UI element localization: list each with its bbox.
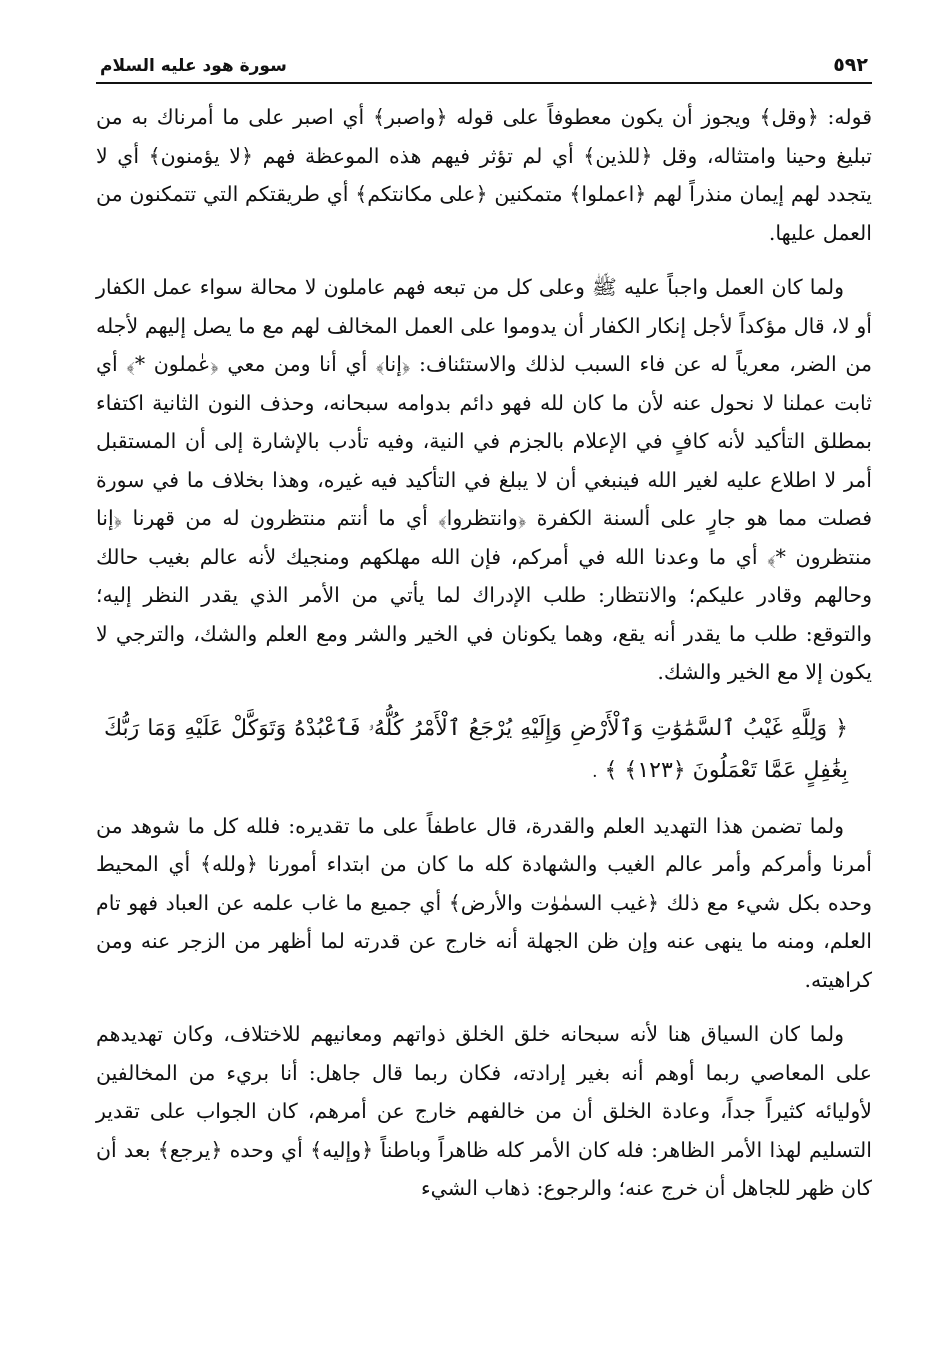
paragraph-2: ولما كان العمل واجباً عليه ﷺ وعلى كل من تبعه فهم عاملون لا محالة سواء عمل الكفار أو لا، قال مؤكداً لأجل إنكار الكفار أن يدوموا على العمل المخالف لهم مع ما يصل إليهم لأجله من الضر، معرياً له عن فاء السبب لذلك والاستئناف: ﴿إنا﴾ أي أنا ومن معي ﴿عٰملون *﴾ أي ثابت عملنا لا نحول عنه لأن ما كان لله فهو دائم بدوامه سبحانه، وحذف النون الثانية اكتفاء بمطلق التأكيد لأنه كافٍ في الإعلام بالجزم في النية، وفيه تأدب بالإشارة إلى أن المستقبل أمر لا اطلاع عليه لغير الله فينبغي أن لا يبلغ في التأكيد فيه غيره، وهذا بخلاف ما في سورة فصلت مما هو جارٍ على ألسنة الكفرة ﴿وانتظروا﴾ أي ما أنتم منتظرون له من قهرنا ﴿إنا منتظرون *﴾ أي ما وعدنا الله في أمركم، فإن الله مهلكهم ومنجيك لأنه عالم بغيب حالك وحالهم وقادر عليكم؛ والانتظار: طلب الإدراك لما يأتي من الأمر الذي يقدر النظر إليه؛ والتوقع: طلب ما يقدر أنه يقع، وهما يكونان في الخير والشر ومع العلم والشك، والترجي لا يكون إلا مع الخير والشك. xyxy=(96,275,873,684)
paragraph-3: ولما تضمن هذا التهديد العلم والقدرة، قال عاطفاً على ما تقديره: فلله كل ما شوهد من أمرنا وأمركم وأمر عالم الغيب والشهادة كله ما كان من ابتداء أمورنا ﴿ولله﴾ أي المحيط وحده بكل شيء مع ذلك ﴿غيب السمٰوٰت والأرض﴾ أي جميع ما غاب علمه عن العباد فهو تام العلم، ومنه ما ينهى عنه وإن ظن الجهلة أنه خارج عن قدرته لما أظهر من الزجر عنه ومن كراهيته. xyxy=(96,813,872,992)
verse-end-mark: . xyxy=(592,761,598,782)
page-body xyxy=(96,98,872,1208)
page-header xyxy=(96,54,872,84)
quran-verse: ﴿ وَلِلَّهِ غَيْبُ ٱلسَّمَٰوَٰتِ وَٱلْأَرْضِ وَإِلَيْهِ يُرْجَعُ ٱلْأَمْرُ كُلُّهُۥ فَٱعْبُدْهُ وَتَوَكَّلْ عَلَيْهِ وَمَا رَبُّكَ بِغَٰفِلٍ عَمَّا تَعْمَلُونَ ﴿١٢٣﴾ ﴾ xyxy=(104,715,848,783)
surah-title: سورة هود عليه السلام xyxy=(100,56,287,76)
paragraph-1: قوله: ﴿وقل﴾ ويجوز أن يكون معطوفاً على قوله ﴿واصبر﴾ أي اصبر على ما أمرناك به من تبليغ وحينا وامتثاله، وقل ﴿للذين﴾ أي لم تؤثر فيهم هذه الموعظة فهم ﴿لا يؤمنون﴾ أي لا يتجدد لهم إيمان منذراً لهم ﴿اعملوا﴾ متمكنين ﴿على مكانتكم﴾ أي طريقتكم التي تتمكنون من العمل عليها. xyxy=(96,105,872,245)
page-number: ٥٩٢ xyxy=(833,54,868,76)
paragraph-4: ولما كان السياق هنا لأنه سبحانه خلق الخلق ذواتهم ومعانيهم للاختلاف، وكان تهديدهم على المعاصي ربما أوهم أنه بغير إرادته، فكان ربما قال جاهل: أنا بريء من المخالفين لأوليائه كثيراً جداً، وعادة الخلق أن من خالفهم خارج عن أمرهم، كان الجواب على تقدير التسليم لهذا الأمر الظاهر: فله كان الأمر كله ظاهراً وباطناً ﴿وإليه﴾ أي وحده ﴿يرجع﴾ بعد أن كان ظهر للجاهل أن خرج عنه؛ والرجوع: ذهاب الشيء xyxy=(96,1022,872,1200)
quran-verse-block xyxy=(104,708,848,793)
